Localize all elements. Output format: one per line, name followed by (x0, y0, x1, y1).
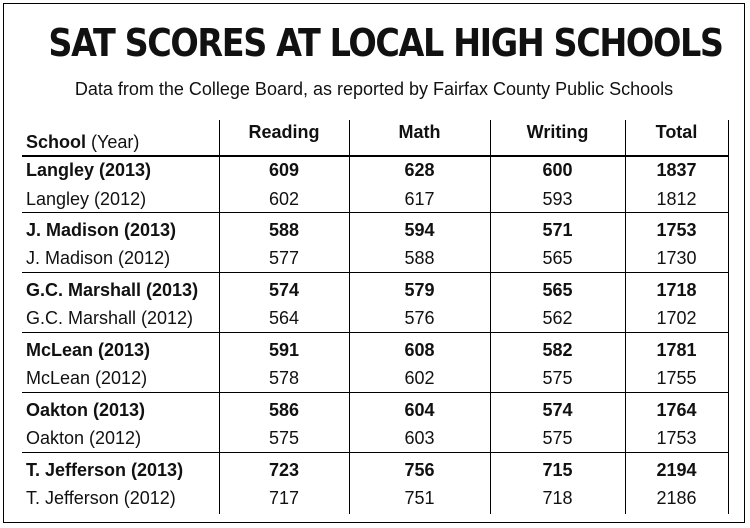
total-cell: 1837 (656, 160, 697, 180)
reading-cell: 602 (268, 189, 300, 209)
table-row (4, 156, 746, 185)
reading-cell: 586 (268, 400, 300, 420)
total-cell: 2194 (656, 460, 697, 480)
math-cell: 576 (404, 308, 435, 328)
sat-scores-table (3, 3, 745, 523)
writing-cell: 571 (542, 220, 573, 240)
writing-cell: 562 (542, 308, 573, 328)
total-cell: 1702 (656, 308, 697, 328)
math-cell: 603 (404, 428, 435, 448)
writing-cell: 593 (542, 189, 573, 209)
reading-cell: 578 (268, 368, 300, 388)
total-cell: 1753 (656, 220, 697, 240)
school-cell: McLean (2012) (26, 368, 148, 388)
school-cell: Oakton (2013) (26, 400, 146, 420)
reading-cell: 609 (268, 160, 300, 180)
column-header-writing: Writing (526, 122, 589, 142)
school-cell: G.C. Marshall (2013) (26, 280, 199, 300)
reading-cell: 591 (268, 340, 300, 360)
school-cell: Oakton (2012) (26, 428, 142, 448)
reading-cell: 588 (268, 220, 300, 240)
total-cell: 1730 (656, 248, 697, 268)
page-title: SAT SCORES AT LOCAL HIGH SCHOOLS (48, 21, 723, 65)
writing-cell: 575 (542, 368, 573, 388)
school-cell: Langley (2013) (26, 160, 152, 180)
table-row (4, 484, 746, 513)
reading-cell: 574 (268, 280, 300, 300)
total-cell: 1718 (656, 280, 697, 300)
column-header-school-year: (Year) (91, 132, 140, 152)
writing-cell: 718 (542, 488, 573, 508)
school-cell: J. Madison (2012) (26, 248, 171, 268)
math-cell: 579 (404, 280, 435, 300)
page-subtitle: Data from the College Board, as reported by Fairfax County Public Schools (74, 79, 674, 99)
writing-cell: 715 (542, 460, 573, 480)
table-row (4, 185, 746, 214)
math-cell: 588 (404, 248, 435, 268)
table-row (4, 396, 746, 425)
school-cell: J. Madison (2013) (26, 220, 177, 240)
math-cell: 594 (404, 220, 435, 240)
school-cell: McLean (2013) (26, 340, 151, 360)
total-cell: 1764 (656, 400, 697, 420)
math-cell: 608 (404, 340, 435, 360)
table-row (4, 456, 746, 485)
school-cell: Langley (2012) (26, 189, 147, 209)
reading-cell: 564 (268, 308, 300, 328)
writing-cell: 574 (542, 400, 573, 420)
math-cell: 617 (404, 189, 435, 209)
math-cell: 602 (404, 368, 435, 388)
writing-cell: 582 (542, 340, 573, 360)
table-row (4, 304, 746, 333)
math-cell: 756 (404, 460, 435, 480)
total-cell: 2186 (656, 488, 697, 508)
reading-cell: 717 (268, 488, 300, 508)
writing-cell: 565 (542, 280, 573, 300)
reading-cell: 577 (268, 248, 300, 268)
column-header-math: Math (398, 122, 441, 142)
writing-cell: 575 (542, 428, 573, 448)
table-row (4, 364, 746, 393)
column-header-school-label: School (26, 132, 87, 152)
column-header-total: Total (655, 122, 698, 142)
table-row (4, 336, 746, 365)
math-cell: 751 (404, 488, 435, 508)
school-cell: T. Jefferson (2012) (26, 488, 176, 508)
total-cell: 1812 (656, 189, 697, 209)
table-row (4, 276, 746, 305)
math-cell: 604 (404, 400, 435, 420)
school-cell: G.C. Marshall (2012) (26, 308, 194, 328)
table-row (4, 244, 746, 273)
reading-cell: 723 (268, 460, 300, 480)
reading-cell: 575 (268, 428, 300, 448)
total-cell: 1755 (656, 368, 697, 388)
column-header-reading: Reading (248, 122, 320, 142)
writing-cell: 600 (542, 160, 573, 180)
table-row (4, 216, 746, 245)
total-cell: 1781 (656, 340, 697, 360)
math-cell: 628 (404, 160, 435, 180)
table-row (4, 424, 746, 453)
total-cell: 1753 (656, 428, 697, 448)
writing-cell: 565 (542, 248, 573, 268)
school-cell: T. Jefferson (2013) (26, 460, 184, 480)
